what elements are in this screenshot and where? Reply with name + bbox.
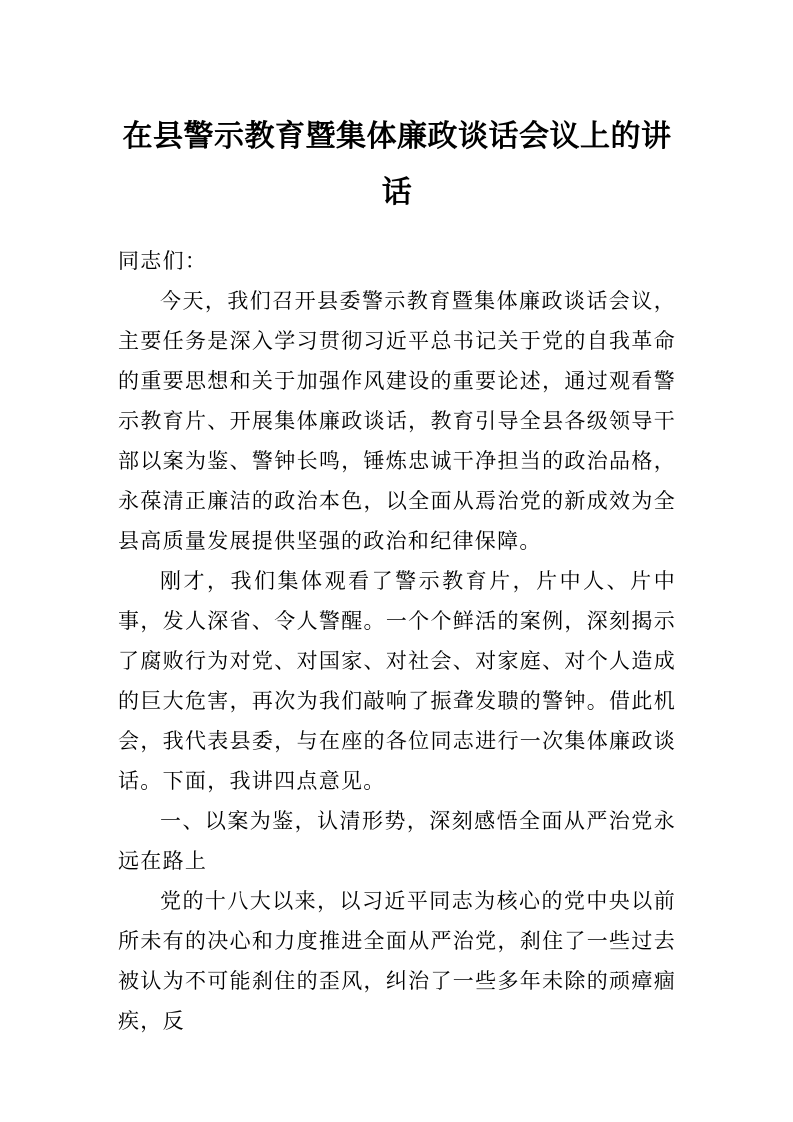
document-body bbox=[118, 241, 676, 1041]
salutation: 同志们： bbox=[118, 249, 208, 273]
document-title: 在县警示教育暨集体廉政谈话会议上的讲话 bbox=[122, 120, 672, 209]
paragraph-film-remarks: 刚才，我们集体观看了警示教育片，片中人、片中事，发人深省、令人警醒。一个个鲜活的案例，深刻揭示了腐败行为对党、对国家、对社会、对家庭、对个人造成的巨大危害，再次为我们敲响了振聋发聩的警钟。借此机会，我代表县委，与在座的各位同志进行一次集体廉政谈话。下面，我讲四点意见。 bbox=[118, 569, 676, 793]
paragraph-section1-body: 党的十八大以来，以习近平同志为核心的党中央以前所未有的决心和力度推进全面从严治党，刹住了一些过去被认为不可能刹住的歪风，纠治了一些多年未除的顽瘴痼疾，反 bbox=[118, 889, 676, 1033]
paragraph-opening: 今天，我们召开县委警示教育暨集体廉政谈话会议，主要任务是深入学习贯彻习近平总书记关于党的自我革命的重要思想和关于加强作风建设的重要论述，通过观看警示教育片、开展集体廉政谈话，教育引导全县各级领导干部以案为鉴、警钟长鸣，锤炼忠诚干净担当的政治品格，永葆清正廉洁的政治本色，以全面从焉治党的新成效为全县高质量发展提供坚强的政治和纪律保障。 bbox=[118, 289, 676, 553]
section-heading-1: 一、以案为鉴，认清形势，深刻感悟全面从严治党永远在路上 bbox=[118, 809, 676, 873]
